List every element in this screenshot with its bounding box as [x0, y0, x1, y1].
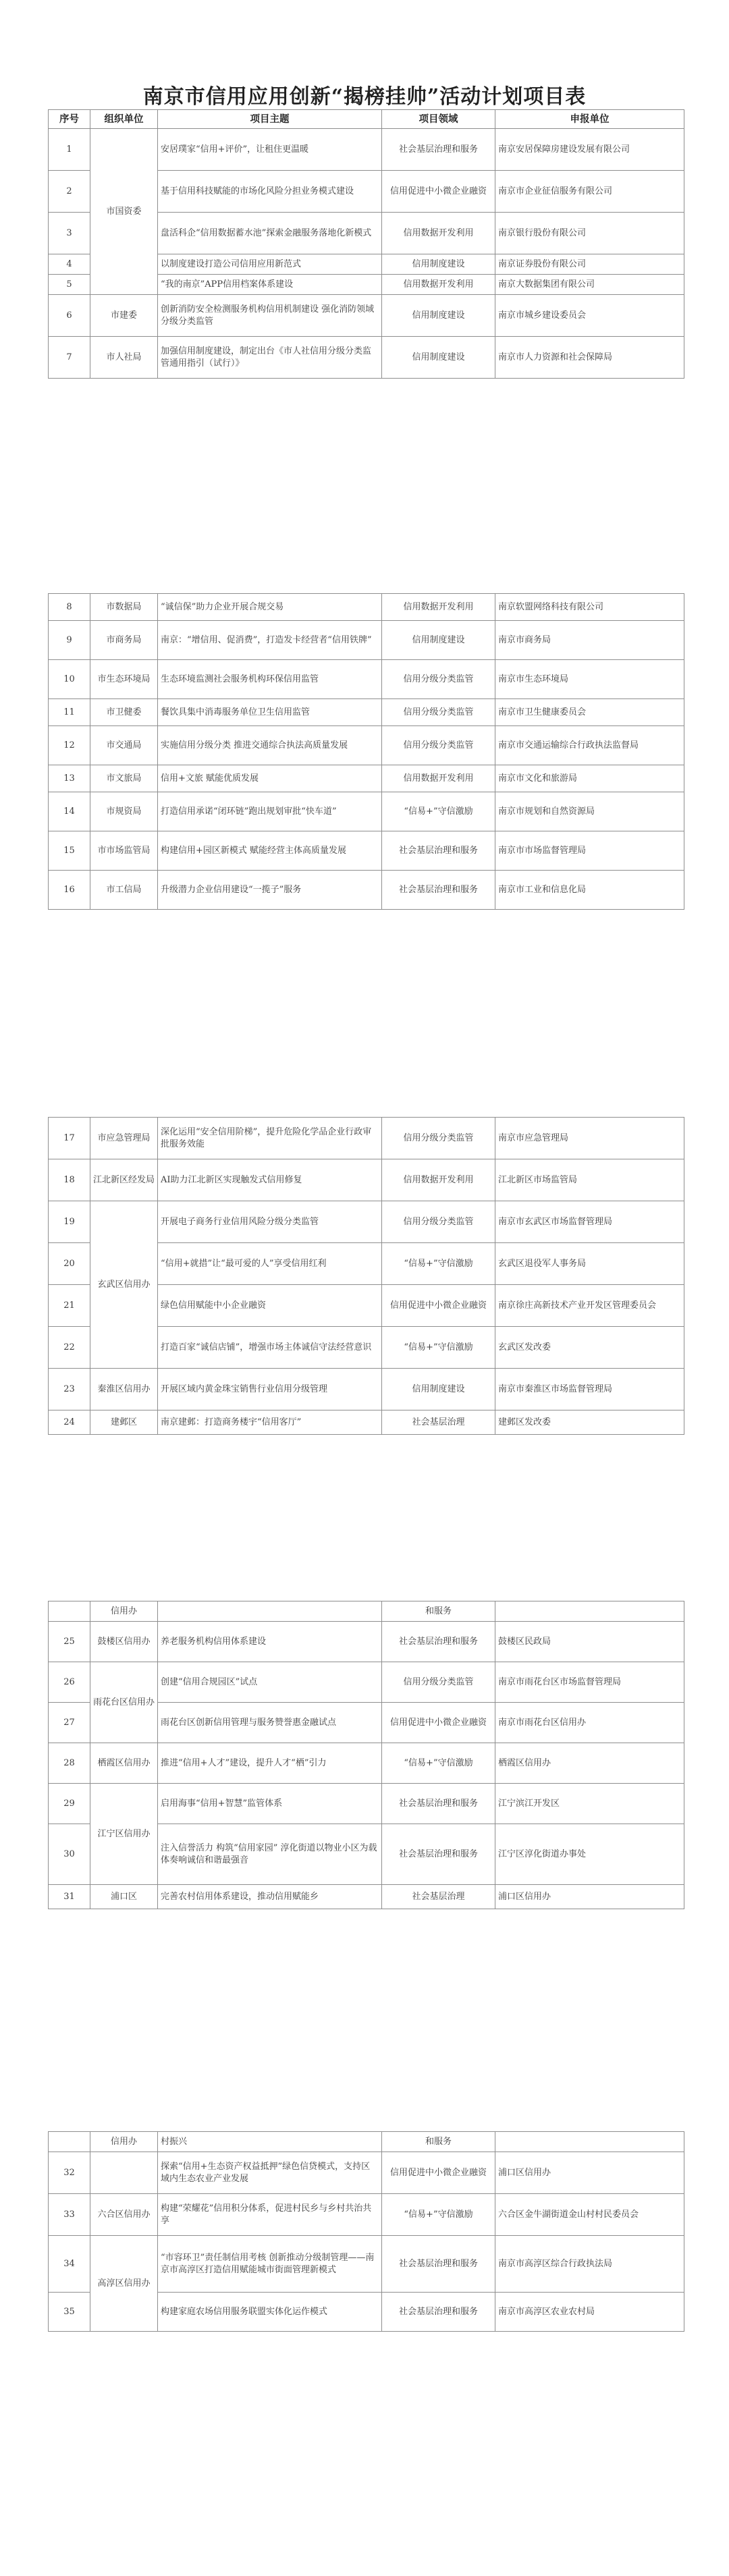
row-topic: “信用+就措”让“最可爱的人”享受信用红利	[158, 1243, 382, 1285]
row-applicant: 南京大数据集团有限公司	[495, 275, 684, 295]
header-org: 组织单位	[90, 110, 158, 129]
row-field: 社会基层治理和服务	[382, 2293, 495, 2332]
row-field: 信用分级分类监管	[382, 699, 495, 726]
row-topic: 打造百家“诚信店铺”，增强市场主体诚信守法经营意识	[158, 1327, 382, 1369]
row-org: 市人社局	[90, 337, 158, 379]
row-applicant: 南京市生态环境局	[495, 660, 684, 699]
row-applicant: 南京市城乡建设委员会	[495, 295, 684, 337]
row-applicant: 南京市商务局	[495, 621, 684, 660]
row-applicant: 南京市文化和旅游局	[495, 765, 684, 792]
row-no: 12	[49, 726, 90, 765]
row-topic: 养老服务机构信用体系建设	[158, 1622, 382, 1662]
row-topic: AI助力江北新区实现触发式信用修复	[158, 1159, 382, 1201]
row-topic: 创建“信用合规园区”试点	[158, 1662, 382, 1703]
row-topic: 村振兴	[158, 2132, 382, 2152]
row-field: 信用促进中小微企业融资	[382, 1703, 495, 1743]
row-field: 信用分级分类监管	[382, 726, 495, 765]
project-table-page-3	[48, 1117, 684, 1435]
row-topic: 生态环境监测社会服务机构环保信用监管	[158, 660, 382, 699]
row-field: 社会基层治理和服务	[382, 831, 495, 871]
row-field: 信用制度建设	[382, 295, 495, 337]
row-field: 社会基层治理和服务	[382, 2236, 495, 2293]
project-table-page-4	[48, 1601, 684, 1909]
row-applicant: 玄武区发改委	[495, 1327, 684, 1369]
row-applicant: 南京市人力资源和社会保障局	[495, 337, 684, 379]
row-applicant: 南京市雨花台区信用办	[495, 1703, 684, 1743]
table-row	[49, 871, 684, 910]
row-topic: 探索“信用+生态资产权益抵押”绿色信贷模式，支持区域内生态农业产业发展	[158, 2152, 382, 2194]
row-no: 14	[49, 792, 90, 831]
row-applicant: 浦口区信用办	[495, 1885, 684, 1909]
row-topic: 南京建邺：打造商务楼宇“信用客厅”	[158, 1410, 382, 1435]
row-topic: “诚信保”助力企业开展合规交易	[158, 594, 382, 621]
table-row	[49, 2236, 684, 2293]
row-no	[49, 2132, 90, 2152]
row-field: “信易+”守信激励	[382, 1327, 495, 1369]
row-applicant: 建邺区发改委	[495, 1410, 684, 1435]
row-org: 市应急管理局	[90, 1118, 158, 1159]
row-topic: 南京：“增信用、促消费”，打造发卡经营者“信用铁牌”	[158, 621, 382, 660]
row-field: “信易+”守信激励	[382, 792, 495, 831]
table-row	[49, 792, 684, 831]
table-row	[49, 1662, 684, 1703]
row-topic: 完善农村信用体系建设，推动信用赋能乡	[158, 1885, 382, 1909]
row-org: 建邺区	[90, 1410, 158, 1435]
row-org: 江宁区信用办	[90, 1784, 158, 1885]
row-no: 11	[49, 699, 90, 726]
header-applicant: 申报单位	[495, 110, 684, 129]
row-no: 4	[49, 254, 90, 275]
row-no: 33	[49, 2194, 90, 2236]
table-row	[49, 660, 684, 699]
row-topic	[158, 1601, 382, 1622]
row-topic: 构建“荣耀花”信用积分体系，促进村民乡与乡村共治共享	[158, 2194, 382, 2236]
row-applicant: 南京软盟网络科技有限公司	[495, 594, 684, 621]
row-topic: “市容环卫”责任制信用考核 创新推动分级制管理——南京市高淳区打造信用赋能城市街面管理新模式	[158, 2236, 382, 2293]
row-no: 7	[49, 337, 90, 379]
row-topic: “我的南京”APP信用档案体系建设	[158, 275, 382, 295]
table-row	[49, 765, 684, 792]
row-no: 30	[49, 1824, 90, 1885]
row-applicant: 六合区金牛湖街道金山村村民委员会	[495, 2194, 684, 2236]
row-field: 社会基层治理	[382, 1885, 495, 1909]
row-applicant: 南京市卫生健康委员会	[495, 699, 684, 726]
row-topic: 创新消防安全检测服务机构信用机制建设 强化消防领域分级分类监管	[158, 295, 382, 337]
row-topic: 雨花台区创新信用管理与服务赞誉惠金融试点	[158, 1703, 382, 1743]
row-org: 玄武区信用办	[90, 1201, 158, 1369]
row-org	[90, 2152, 158, 2194]
row-field: 信用分级分类监管	[382, 1201, 495, 1243]
row-topic: 信用+文旅 赋能优质发展	[158, 765, 382, 792]
row-no: 23	[49, 1369, 90, 1410]
row-applicant	[495, 2132, 684, 2152]
table-row	[49, 831, 684, 871]
row-field: 信用制度建设	[382, 621, 495, 660]
row-no: 26	[49, 1662, 90, 1703]
row-topic: 餐饮具集中消毒服务单位卫生信用监管	[158, 699, 382, 726]
row-org: 市卫健委	[90, 699, 158, 726]
row-no: 21	[49, 1285, 90, 1327]
row-topic: 盘活科企“信用数据蓄水池”探索金融服务落地化新模式	[158, 213, 382, 254]
row-field: 社会基层治理和服务	[382, 1824, 495, 1885]
row-applicant: 南京市交通运输综合行政执法监督局	[495, 726, 684, 765]
row-no: 18	[49, 1159, 90, 1201]
row-org: 市国资委	[90, 129, 158, 295]
row-topic: 注入信誉活力 构筑“信用家园” 淳化街道以物业小区为载体奏响诚信和谐最强音	[158, 1824, 382, 1885]
row-applicant: 南京市高淳区农业农村局	[495, 2293, 684, 2332]
row-topic: 深化运用“安全信用阶梯”，提升危险化学品企业行政审批服务效能	[158, 1118, 382, 1159]
table-row	[49, 1743, 684, 1784]
row-field: 社会基层治理和服务	[382, 871, 495, 910]
row-applicant: 南京市雨花台区市场监督管理局	[495, 1662, 684, 1703]
row-field: 信用数据开发利用	[382, 213, 495, 254]
row-no: 32	[49, 2152, 90, 2194]
header-no: 序号	[49, 110, 90, 129]
row-org: 江北新区经发局	[90, 1159, 158, 1201]
row-applicant: 鼓楼区民政局	[495, 1622, 684, 1662]
row-org: 市工信局	[90, 871, 158, 910]
table-row	[49, 1201, 684, 1243]
row-applicant: 南京市工业和信息化局	[495, 871, 684, 910]
table-row	[49, 2132, 684, 2152]
row-field: 社会基层治理和服务	[382, 1784, 495, 1824]
row-no: 5	[49, 275, 90, 295]
row-no: 34	[49, 2236, 90, 2293]
table-row	[49, 1784, 684, 1824]
row-topic: 构建家庭农场信用服务联盟实体化运作模式	[158, 2293, 382, 2332]
row-org: 市生态环境局	[90, 660, 158, 699]
row-applicant: 江宁区淳化街道办事处	[495, 1824, 684, 1885]
table-row	[49, 1885, 684, 1909]
row-topic: 开展电子商务行业信用风险分级分类监管	[158, 1201, 382, 1243]
row-org: 浦口区	[90, 1885, 158, 1909]
row-org: 六合区信用办	[90, 2194, 158, 2236]
row-topic: 安居璞家“信用+评价”，让租住更温暖	[158, 129, 382, 171]
table-row	[49, 699, 684, 726]
row-applicant: 南京市秦淮区市场监督管理局	[495, 1369, 684, 1410]
row-org: 市商务局	[90, 621, 158, 660]
row-no: 27	[49, 1703, 90, 1743]
row-topic: 加强信用制度建设，制定出台《市人社信用分级分类监管通用指引（试行）》	[158, 337, 382, 379]
row-applicant: 南京市企业征信服务有限公司	[495, 171, 684, 213]
row-no: 1	[49, 129, 90, 171]
row-no: 8	[49, 594, 90, 621]
row-applicant: 江北新区市场监管局	[495, 1159, 684, 1201]
row-topic: 打造信用承诺“闭环链”跑出规划审批“快车道”	[158, 792, 382, 831]
row-field: 和服务	[382, 1601, 495, 1622]
row-applicant: 南京市玄武区市场监督管理局	[495, 1201, 684, 1243]
row-field: 信用制度建设	[382, 1369, 495, 1410]
table-row	[49, 337, 684, 379]
row-field: 信用制度建设	[382, 254, 495, 275]
row-no: 6	[49, 295, 90, 337]
row-field: 社会基层治理和服务	[382, 1622, 495, 1662]
row-applicant: 栖霞区信用办	[495, 1743, 684, 1784]
table-row	[49, 2152, 684, 2194]
row-topic: 推进“信用+人才”建设，提升人才“栖”引力	[158, 1743, 382, 1784]
row-applicant: 南京证券股份有限公司	[495, 254, 684, 275]
table-row	[49, 1601, 684, 1622]
row-no: 28	[49, 1743, 90, 1784]
row-org: 雨花台区信用办	[90, 1662, 158, 1743]
row-no: 20	[49, 1243, 90, 1285]
table-row	[49, 129, 684, 171]
row-org: 鼓楼区信用办	[90, 1622, 158, 1662]
row-no: 3	[49, 213, 90, 254]
row-no: 13	[49, 765, 90, 792]
row-field: 信用数据开发利用	[382, 765, 495, 792]
row-org: 秦淮区信用办	[90, 1369, 158, 1410]
project-table-page-5	[48, 2131, 684, 2332]
table-row	[49, 1118, 684, 1159]
project-table-page-2	[48, 593, 684, 910]
row-no: 16	[49, 871, 90, 910]
table-row	[49, 1159, 684, 1201]
row-applicant: 南京市规划和自然资源局	[495, 792, 684, 831]
row-field: “信易+”守信激励	[382, 1243, 495, 1285]
row-field: 信用数据开发利用	[382, 594, 495, 621]
row-org: 市市场监管局	[90, 831, 158, 871]
table-row	[49, 2194, 684, 2236]
row-no: 25	[49, 1622, 90, 1662]
row-no: 15	[49, 831, 90, 871]
project-table-page-1	[48, 109, 684, 379]
row-no: 29	[49, 1784, 90, 1824]
row-no: 17	[49, 1118, 90, 1159]
header-topic: 项目主题	[158, 110, 382, 129]
row-no: 31	[49, 1885, 90, 1909]
row-no: 24	[49, 1410, 90, 1435]
row-field: 信用制度建设	[382, 337, 495, 379]
table-row	[49, 726, 684, 765]
row-org: 市交通局	[90, 726, 158, 765]
row-org: 高淳区信用办	[90, 2236, 158, 2332]
row-no: 9	[49, 621, 90, 660]
row-org: 市数据局	[90, 594, 158, 621]
row-applicant: 南京徐庄高新技术产业开发区管理委员会	[495, 1285, 684, 1327]
row-applicant: 南京银行股份有限公司	[495, 213, 684, 254]
row-applicant: 南京安居保障房建设发展有限公司	[495, 129, 684, 171]
row-field: 信用分级分类监管	[382, 1662, 495, 1703]
table-row	[49, 295, 684, 337]
row-topic: 升级潜力企业信用建设“一揽子”服务	[158, 871, 382, 910]
row-topic: 基于信用科技赋能的市场化风险分担业务模式建设	[158, 171, 382, 213]
row-no: 22	[49, 1327, 90, 1369]
row-topic: 开展区域内黄金珠宝销售行业信用分级管理	[158, 1369, 382, 1410]
row-field: “信易+”守信激励	[382, 2194, 495, 2236]
row-no: 35	[49, 2293, 90, 2332]
table-row	[49, 594, 684, 621]
page-title: 南京市信用应用创新“揭榜挂帅”活动计划项目表	[142, 85, 587, 109]
row-org: 信用办	[90, 2132, 158, 2152]
row-applicant	[495, 1601, 684, 1622]
row-field: 和服务	[382, 2132, 495, 2152]
row-org: 市建委	[90, 295, 158, 337]
row-no: 19	[49, 1201, 90, 1243]
row-topic: 以制度建设打造公司信用应用新范式	[158, 254, 382, 275]
table-row	[49, 1622, 684, 1662]
row-applicant: 南京市市场监督管理局	[495, 831, 684, 871]
row-field: 社会基层治理和服务	[382, 129, 495, 171]
row-no	[49, 1601, 90, 1622]
table-row	[49, 621, 684, 660]
row-no: 2	[49, 171, 90, 213]
row-field: 信用促进中小微企业融资	[382, 1285, 495, 1327]
row-org: 信用办	[90, 1601, 158, 1622]
row-field: “信易+”守信激励	[382, 1743, 495, 1784]
row-field: 信用数据开发利用	[382, 275, 495, 295]
row-applicant: 南京市应急管理局	[495, 1118, 684, 1159]
row-field: 信用促进中小微企业融资	[382, 171, 495, 213]
row-topic: 构建信用+园区新模式 赋能经营主体高质量发展	[158, 831, 382, 871]
row-no: 10	[49, 660, 90, 699]
row-field: 信用数据开发利用	[382, 1159, 495, 1201]
row-field: 信用促进中小微企业融资	[382, 2152, 495, 2194]
row-applicant: 玄武区退役军人事务局	[495, 1243, 684, 1285]
row-field: 信用分级分类监管	[382, 1118, 495, 1159]
row-topic: 实施信用分级分类 推进交通综合执法高质量发展	[158, 726, 382, 765]
row-field: 信用分级分类监管	[382, 660, 495, 699]
row-org: 栖霞区信用办	[90, 1743, 158, 1784]
row-topic: 绿色信用赋能中小企业融资	[158, 1285, 382, 1327]
row-applicant: 浦口区信用办	[495, 2152, 684, 2194]
row-field: 社会基层治理	[382, 1410, 495, 1435]
row-applicant: 江宁滨江开发区	[495, 1784, 684, 1824]
table-row	[49, 1369, 684, 1410]
row-topic: 启用海事“信用+智慧”监管体系	[158, 1784, 382, 1824]
header-field: 项目领域	[382, 110, 495, 129]
row-applicant: 南京市高淳区综合行政执法局	[495, 2236, 684, 2293]
row-org: 市文旅局	[90, 765, 158, 792]
table-row	[49, 1410, 684, 1435]
row-org: 市规资局	[90, 792, 158, 831]
table-header-row	[49, 110, 684, 129]
